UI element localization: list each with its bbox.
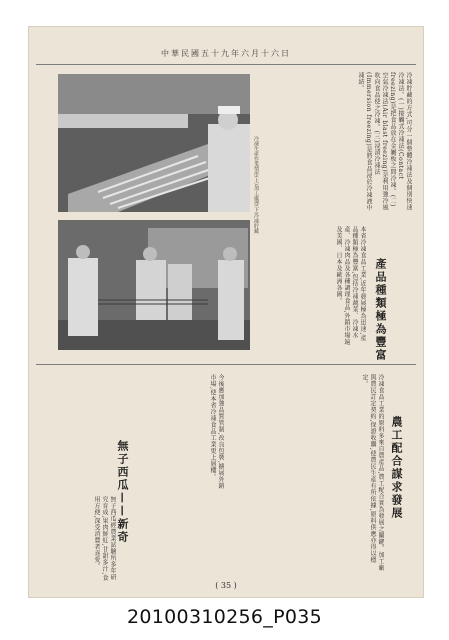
header-rule (36, 64, 416, 65)
article-bottom-title: 農工配合謀求發展 (390, 416, 403, 520)
mid-rule (36, 364, 416, 365)
photo-caption: 冷凍生產作業情形(上)加工處理(下)冷凍貯藏 (253, 136, 259, 234)
article-side-title: 無子西瓜——新奇 (116, 440, 129, 544)
photo-storage (58, 220, 250, 350)
page-header: 中華民國五十九年六月十六日 (161, 49, 291, 58)
article-top-title: 產品種類極為豐富 (374, 258, 387, 362)
article-bottom-para-1: 冷凍食品工業的原料多來自農產品,農工配合實為發展之關鍵。加工廠與農民訂定契約,保證收購,使農民生產有所依據,原料供應亦得以穩定。 (361, 374, 384, 572)
article-bottom-para-2: 今後應加強品質管制,改良包裝,擴展外銷市場,使本省冷凍食品工業更上層樓。 (209, 374, 224, 490)
photo-storage-image (58, 220, 250, 350)
page-number: ( 35 ) (215, 581, 237, 590)
scanned-page (28, 26, 424, 598)
article-top-para-1: 冷凍貯藏的方式,可分一個整體冷凍法及個別快速冷凍法。(一)接觸式冷凍法(Contact freezing)是把食品放在金屬板之間冷凍。(二)空氣冷凍法(Air blast freezing)是利用強冷風吹向食品使之冷凍。(三)浸漬冷凍法(Immersion freezing)是將食品浸於冷凍液中凍結。 (357, 72, 412, 212)
photo-processing-image (58, 74, 250, 212)
article-side-para-1: 無子西瓜經農業試驗所多年研究育成,果肉鮮紅,甘甜多汁,食用方便,深受消費者喜愛。 (93, 496, 116, 582)
photo-processing (58, 74, 250, 212)
article-top-para-2: 本省冷凍食品工業,近年發展極為迅速,產品種類極為豐富,包括冷凍蔬菜、冷凍水產、冷凍肉品及各種調理食品,外銷市場遍及美國、日本及歐洲各國。 (335, 226, 366, 346)
scan-label: 20100310256_P035 (127, 606, 322, 628)
